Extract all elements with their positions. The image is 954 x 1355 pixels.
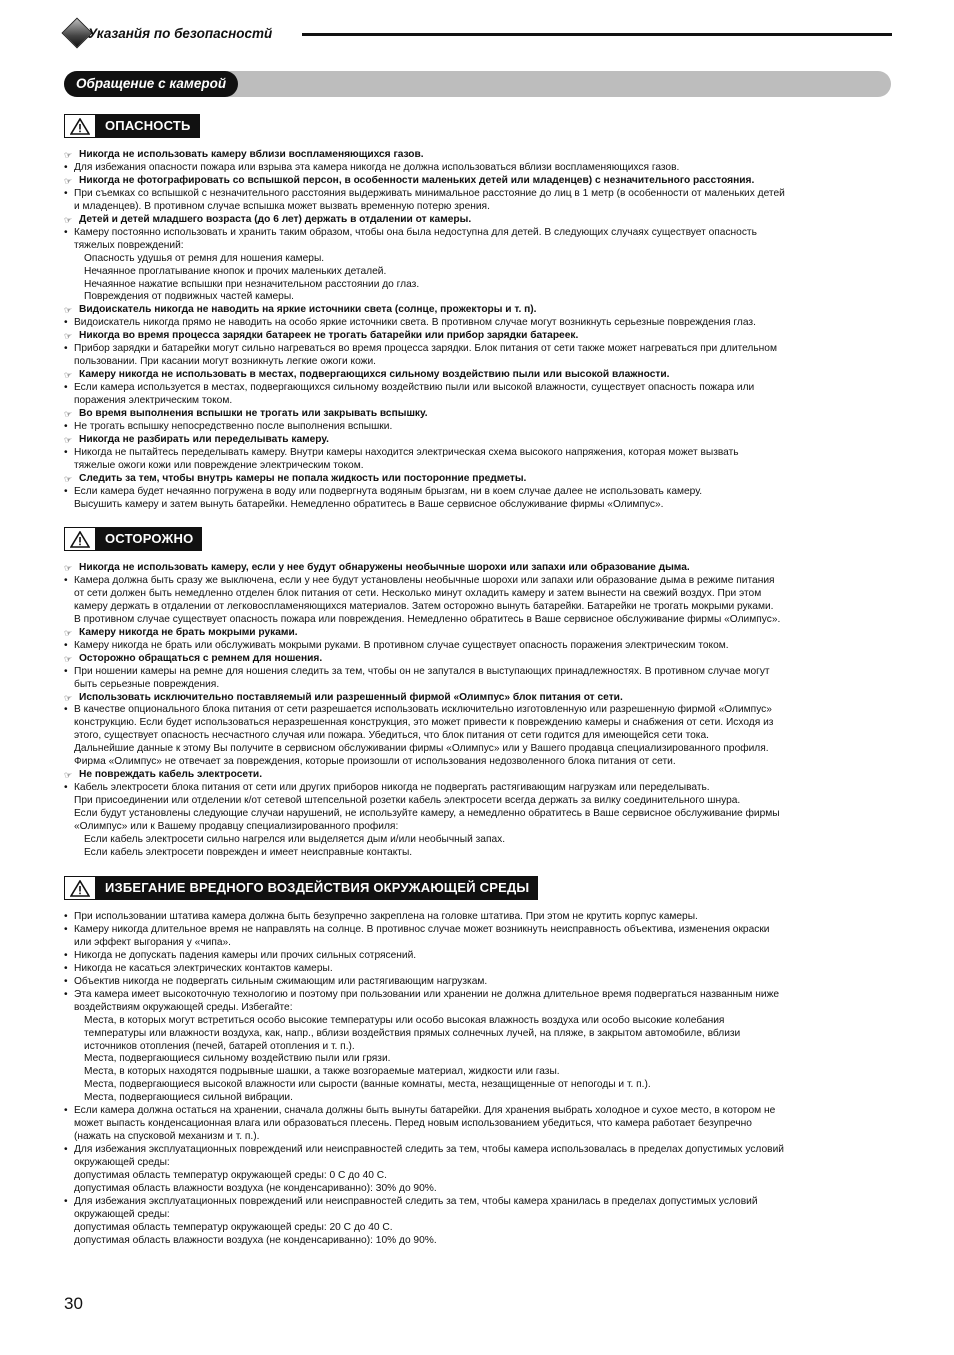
instruction-heading bbox=[64, 330, 890, 343]
bullet-text: • Если камера будет нечаянно погружена в воду или подвергнута водяным брызгам, ни в коем случае далее не использовать камеру. bbox=[64, 486, 890, 499]
pointing-hand-icon: ☞ bbox=[64, 370, 73, 381]
bullet-text: • В качестве опционального блока питания от сети разрешается использовать исключительно изготовленную или разрешенную фирмой «Олимпус» bbox=[64, 704, 890, 717]
continuation-text: Если кабель электросети сильно нагрелся или выделяется дым и/или необычный запах. bbox=[84, 834, 506, 846]
pointing-hand-icon: ☞ bbox=[64, 770, 73, 781]
instruction-heading bbox=[64, 653, 890, 666]
instruction-heading-text: Во время выполнения вспышки не трогать или закрывать вспышку. bbox=[79, 408, 428, 420]
bullet-text: • Для избежания эксплуатационных повреждений или неисправностей следить за тем, чтобы камера хранилась в пределах допустимых условий bbox=[64, 1196, 890, 1209]
danger-text bbox=[64, 149, 890, 512]
continuation-text: этого, существует опасность несчастного случая или пожара. Убедиться, что блок питания от сети годится для имеющейся сети тока. bbox=[74, 730, 709, 742]
environment-label: ИЗБЕГАНИЕ ВРЕДНОГО ВОЗДЕЙСТВИЯ ОКРУЖАЮЩЕЙ СРЕДЫ bbox=[96, 876, 538, 900]
danger-heading bbox=[64, 114, 200, 138]
bullet-text: • Никогда не пытайтесь переделывать камеру. Внутри камеры находится электрическая схема высокого напряжения, которая может вызвать bbox=[64, 447, 890, 460]
continuation-text: Места, в которых находятся подрывные шашки, а также возгораемые материал, жидкости или газы. bbox=[84, 1066, 560, 1078]
continuation-text: или эффект выгорания у «чипа». bbox=[74, 936, 232, 948]
bullet-text: • Камеру никогда не брать или обслуживать мокрыми руками. В противном случае существует опасность поражения электрическим током. bbox=[64, 640, 890, 653]
pointing-hand-icon: ☞ bbox=[64, 331, 73, 342]
continuation-text: окружающей среды: bbox=[74, 1208, 170, 1220]
instruction-heading-text: Использовать исключительно поставляемый или разрешенный фирмой «Олимпус» блок питания от сети. bbox=[79, 691, 623, 703]
continuation-text: Дальнейшие данные к этому Вы получите в сервисном обслуживании фирмы «Олимпус» или у Вашего продавца специализированного профиля. bbox=[74, 743, 769, 755]
bullet-text: • Камеру никогда длительное время не направлять на солнце. В противнос случае может возникнуть неисправность объектива, изменения окраски bbox=[64, 924, 890, 937]
instruction-heading bbox=[64, 562, 890, 575]
instruction-heading bbox=[64, 214, 890, 227]
continuation-text: Места, подвергающиеся высокой влажности или сырости (ванные комнаты, места, незащищенные от непогоды и т. п.). bbox=[84, 1079, 651, 1091]
warning-triangle-icon bbox=[64, 876, 96, 900]
continuation-text: окружающей среды: bbox=[74, 1157, 170, 1169]
instruction-heading bbox=[64, 304, 890, 317]
pointing-hand-icon: ☞ bbox=[64, 653, 73, 664]
pointing-hand-icon: ☞ bbox=[64, 305, 73, 316]
pointing-hand-icon: ☞ bbox=[64, 627, 73, 638]
page-header bbox=[62, 18, 892, 52]
continuation-text: и младенцев). В противном случае вспышка может вызвать временную потерю зрения. bbox=[74, 200, 490, 212]
instruction-heading-text: Никогда не использовать камеру, если у нее будут обнаружены необычные шорохи или запахи или образование дыма. bbox=[79, 562, 690, 573]
bullet-text: • При съемках со вспышкой с незначительного расстояния выдерживать минимальное расстояние до лиц в 1 метр (в особенности от маленьких детей bbox=[64, 188, 890, 201]
bullet-text: • Камеру постоянно использовать и хранить таким образом, чтобы она была недоступна для детей. В следующих случаях существует опасность bbox=[64, 227, 890, 240]
instruction-heading-text: Детей и детей младшего возраста (до 6 лет) держать в отдалении от камеры. bbox=[79, 213, 472, 225]
continuation-text: может выпасть конденсационная влага или образоваться плесень. Перед новым использованием убедиться, что камера работает безупречно bbox=[74, 1118, 752, 1130]
continuation-text: (нажать на спусковой механизм и т. п.). bbox=[74, 1131, 260, 1143]
bullet-text: • Для избежания эксплуатационных повреждений или неисправностей следить за тем, чтобы камера использовалась в пределах допустимых условий bbox=[64, 1144, 890, 1157]
instruction-heading-text: Видоискатель никогда не наводить на яркие источники света (солнце, прожекторы и т. п). bbox=[79, 304, 537, 316]
continuation-text: поражения электрическим током. bbox=[74, 395, 233, 407]
continuation-text: тяжелые ожоги кожи или повреждение электрическим током. bbox=[74, 459, 364, 471]
pointing-hand-icon: ☞ bbox=[64, 409, 73, 420]
continuation-text: воздействиям окружающей среды. Избегайте: bbox=[74, 1001, 293, 1013]
continuation-text: конструкцию. Если будет использоваться неразрешенная конструкция, это может привести к повреждению камеры и снабжения от сети. Исходя из bbox=[74, 717, 774, 729]
page-number: 30 bbox=[64, 1294, 83, 1313]
continuation-text: быть серьезные повреждения. bbox=[74, 678, 220, 690]
environment-text bbox=[64, 911, 890, 1248]
instruction-heading bbox=[64, 692, 890, 705]
continuation-text: Если кабель электросети поврежден и имеет неисправные контакты. bbox=[84, 846, 413, 858]
bullet-text: • Кабель электросети блока питания от сети или других приборов никогда не подвергать растягивающим нагрузкам или переделывать. bbox=[64, 782, 890, 795]
instruction-heading bbox=[64, 473, 890, 486]
caution-heading bbox=[64, 527, 202, 551]
instruction-heading bbox=[64, 769, 890, 782]
instruction-heading-text: Никогда во время процесса зарядки батареек не трогать батарейки или прибор зарядки батареек. bbox=[79, 330, 579, 342]
bullet-text: • Видоискатель никогда прямо не наводить на особо яркие источники света. В противном случае могут возникнуть серьезные повреждения глаз. bbox=[64, 317, 890, 330]
bullet-text: • Никогда не касаться электрических контактов камеры. bbox=[64, 963, 890, 976]
pointing-hand-icon: ☞ bbox=[64, 563, 73, 573]
bullet-text: • Объектив никогда не подвергать сильным сжимающим или растягивающим нагрузкам. bbox=[64, 976, 890, 989]
instruction-heading-text: Камеру никогда не брать мокрыми руками. bbox=[79, 626, 298, 638]
instruction-heading bbox=[64, 369, 890, 382]
caution-text bbox=[64, 562, 890, 860]
continuation-text: Места, в которых могут встретиться особо высокие температуры или особо высокая влажность воздуха или особо высокие колебания bbox=[84, 1014, 725, 1026]
header-rule bbox=[302, 33, 892, 36]
instruction-heading-text: Не повреждать кабель электросети. bbox=[79, 769, 263, 781]
danger-label: ОПАСНОСТЬ bbox=[96, 114, 200, 138]
pointing-hand-icon: ☞ bbox=[64, 473, 73, 484]
warning-triangle-icon bbox=[64, 527, 96, 551]
instruction-heading bbox=[64, 175, 890, 188]
section-title: Обращение с камерой bbox=[64, 71, 238, 97]
continuation-text: Высушить камеру и затем вынуть батарейки. Немедленно обратитесь в Ваше сервисное обслуживание фирмы «Олимпус». bbox=[74, 498, 664, 510]
continuation-text: от сети должен быть немедленно отделен блок питания от сети. Несколько минут охладить камеру и затем вынести на свежий воздух. При этом bbox=[74, 587, 762, 599]
section-bar bbox=[64, 71, 891, 97]
continuation-text: допустимая область влажности воздуха (не конденсариванно): 10% до 90%. bbox=[74, 1234, 437, 1246]
continuation-text: температуры или влажности воздуха, как, напр., вблизи воздействия прямых солнечных лучей, на пляже, в закрытом автомобиле, вблизи bbox=[84, 1027, 741, 1039]
pointing-hand-icon: ☞ bbox=[64, 150, 73, 160]
bullet-text: • Никогда не допускать падения камеры или прочих сильных сотрясений. bbox=[64, 950, 890, 963]
bullet-text: • При ношении камеры на ремне для ношения следить за тем, чтобы он не запутался в выступающих принадлежностях. В противном случае могут bbox=[64, 666, 890, 679]
continuation-text: Нечаянное нажатие вспышки при незначительном расстоянии до глаз. bbox=[84, 278, 420, 290]
bullet-text: • Не трогать вспышку непосредственно после выполнения вспышки. bbox=[64, 421, 890, 434]
bullet-text: • Камера должна быть сразу же выключена, если у нее будут установлены необычные шорохи или запахи или образование дыма в режиме питания bbox=[64, 575, 890, 588]
instruction-heading-text: Никогда не разбирать или переделывать камеру. bbox=[79, 433, 329, 445]
instruction-heading-text: Никогда не использовать камеру вблизи воспламеняющихся газов. bbox=[79, 149, 424, 160]
bullet-text: • Если камера используется в местах, подвергающихся сильному воздействию пыли или высокой влажности, существует опасность пожара или bbox=[64, 382, 890, 395]
continuation-text: Места, подвергающиеся сильной вибрации. bbox=[84, 1092, 293, 1104]
bullet-text: • При использовании штатива камера должна быть безупречно закреплена на головке штатива. При этом не крутить корпус камеры. bbox=[64, 911, 890, 924]
header-title: Указанйя по безопасностй bbox=[88, 26, 273, 41]
continuation-text: Повреждения от подвижных частей камеры. bbox=[84, 291, 294, 303]
continuation-text: Нечаянное проглатывание кнопок и прочих маленьких деталей. bbox=[84, 265, 387, 277]
continuation-text: Места, подвергающиеся сильному воздействию пыли или грязи. bbox=[84, 1053, 391, 1065]
continuation-text: При присоединении или отделении к/от сетевой штепсельной розетки кабель электросети всегда держать за вилку соединительного шнура. bbox=[74, 795, 741, 807]
continuation-text: допустимая область влажности воздуха (не конденсариванно): 30% до 90%. bbox=[74, 1183, 437, 1195]
environment-heading bbox=[64, 876, 538, 900]
continuation-text: тяжелых повреждений: bbox=[74, 239, 184, 251]
bullet-text: • Для избежания опасности пожара или взрыва эта камера никогда не должна использоваться вблизи воспламеняющихся газов. bbox=[64, 162, 890, 175]
instruction-heading bbox=[64, 627, 890, 640]
bullet-text: • Эта камера имеет высокоточную технологию и поэтому при пользовании или хранении не должна длительное время подвергаться названным ниже bbox=[64, 989, 890, 1002]
continuation-text: пользовании. При касании могут возникнуть легкие ожоги кожи. bbox=[74, 356, 377, 368]
continuation-text: камеру держать в отдалении от легковоспламеняющихся материалов. Затем осторожно вынуть батарейки. Батарейки не трогать мокрыми руками. bbox=[74, 600, 774, 612]
instruction-heading-text: Осторожно обращаться с ремнем для ношения. bbox=[79, 652, 323, 664]
continuation-text: допустимая область температур окружающей среды: 20 C до 40 C. bbox=[74, 1221, 393, 1233]
bullet-text: • Если камера должна остаться на хранении, сначала должны быть вынуты батарейки. Для хранения выбрать холодное и сухое место, в котором не bbox=[64, 1105, 890, 1118]
caution-label: ОСТОРОЖНО bbox=[96, 527, 202, 551]
continuation-text: допустимая область температур окружающей среды: 0 C до 40 C. bbox=[74, 1170, 387, 1182]
pointing-hand-icon: ☞ bbox=[64, 175, 73, 186]
continuation-text: источников отопления (печей, батарей отопления и т. п.). bbox=[84, 1040, 355, 1052]
bullet-text: • Прибор зарядки и батарейки могут сильно нагреваться во время процесса зарядки. Блок питания от сети также может нагреваться при длительном bbox=[64, 343, 890, 356]
continuation-text: В противном случае существует опасность пожара или повреждения. Немедленно обратитесь в Ваше сервисное обслуживание фирмы «Олимпус». bbox=[74, 613, 781, 625]
continuation-text: «Олимпус» или к Вашему продавцу специализированного профиля: bbox=[74, 821, 399, 833]
instruction-heading-text: Никогда не фотографировать со вспышкой персон, в особенности маленьких детей или младенцев) с незначительного расстояния. bbox=[79, 174, 755, 186]
instruction-heading-text: Камеру никогда не использовать в местах, подвергающихся сильному воздействию пыли или высокой влажности. bbox=[79, 369, 670, 381]
continuation-text: Если будут установлены следующие случаи нарушений, не используйте камеру, а немедленно обратитесь в Ваше сервисное обслуживание фирмы bbox=[74, 808, 780, 820]
instruction-heading bbox=[64, 149, 890, 162]
instruction-heading-text: Следить за тем, чтобы внутрь камеры не попала жидкость или посторонние предметы. bbox=[79, 472, 527, 484]
instruction-heading bbox=[64, 434, 890, 447]
pointing-hand-icon: ☞ bbox=[64, 434, 73, 445]
pointing-hand-icon: ☞ bbox=[64, 214, 73, 225]
warning-triangle-icon bbox=[64, 114, 96, 138]
continuation-text: Фирма «Олимпус» не отвечает за повреждения, которые произошли от использования недозволенного блока питания от сети. bbox=[74, 756, 676, 768]
pointing-hand-icon: ☞ bbox=[64, 692, 73, 703]
continuation-text: Опасность удушья от ремня для ношения камеры. bbox=[84, 252, 325, 264]
instruction-heading bbox=[64, 408, 890, 421]
